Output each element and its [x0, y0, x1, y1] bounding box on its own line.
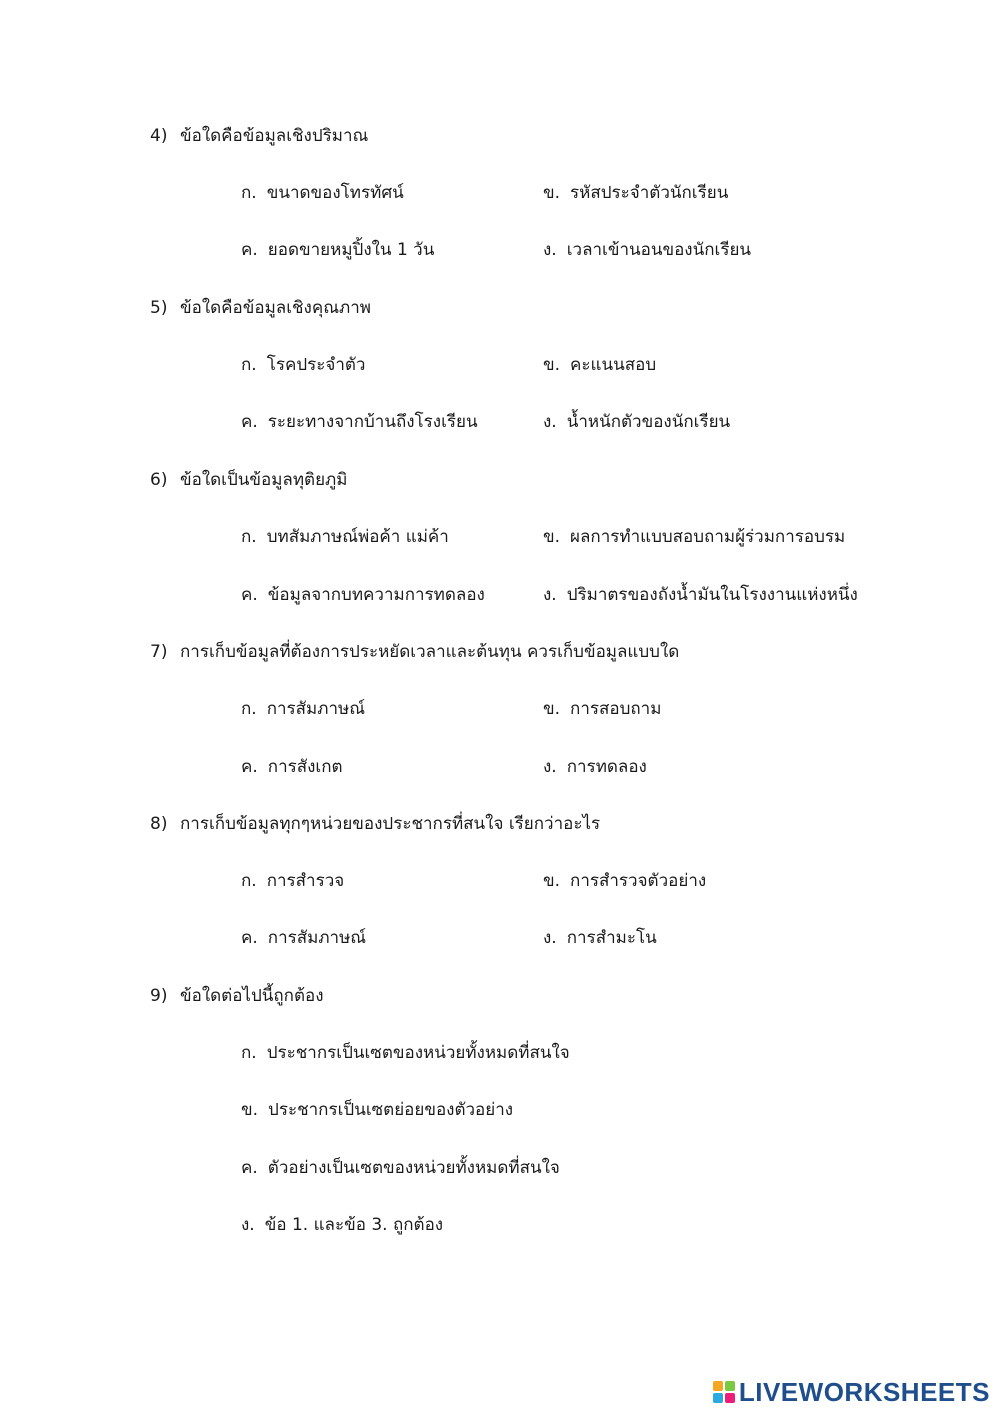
- question-number: 5): [150, 298, 168, 318]
- option-letter: ง.: [543, 928, 557, 948]
- q5-option-b: [543, 353, 656, 377]
- q6-option-a: [241, 525, 449, 549]
- option-letter: ค.: [241, 1158, 258, 1178]
- option-text: การสัมภาษณ์: [266, 699, 365, 719]
- q6-option-b: [543, 525, 845, 549]
- question-number: 6): [150, 470, 168, 490]
- question-number: 8): [150, 814, 168, 834]
- option-letter: ง.: [241, 1215, 255, 1235]
- question-6: [150, 468, 347, 492]
- q8-option-b: [543, 869, 706, 893]
- option-text: ข้อมูลจากบทความการทดลอง: [267, 585, 485, 605]
- question-text: ข้อใดต่อไปนี้ถูกต้อง: [180, 986, 324, 1006]
- option-text: น้ำหนักตัวของนักเรียน: [566, 412, 731, 432]
- option-text: การสังเกต: [267, 757, 343, 777]
- option-text: การสัมภาษณ์: [267, 928, 367, 948]
- q8-option-a: [241, 869, 344, 893]
- q7-option-b: [543, 697, 661, 721]
- option-text: การสำรวจตัวอย่าง: [570, 871, 707, 891]
- q7-option-d: [543, 755, 647, 779]
- option-text: ยอดขายหมูปิ้งใน 1 วัน: [267, 240, 435, 260]
- q6-option-c: [241, 583, 485, 607]
- option-text: เวลาเข้านอนของนักเรียน: [566, 240, 752, 260]
- option-text: การทดลอง: [566, 757, 647, 777]
- option-letter: ก.: [241, 355, 257, 375]
- q8-option-c: [241, 926, 366, 950]
- logo-mark-icon: [713, 1381, 735, 1403]
- option-text: ปริมาตรของถังน้ำมันในโรงงานแห่งหนึ่ง: [566, 585, 858, 605]
- option-text: ข้อ 1. และข้อ 3. ถูกต้อง: [264, 1215, 444, 1235]
- option-letter: ง.: [543, 757, 557, 777]
- question-5: [150, 296, 371, 320]
- question-text: ข้อใดคือข้อมูลเชิงปริมาณ: [180, 126, 369, 146]
- q9-option-d: [241, 1213, 443, 1237]
- question-number: 7): [150, 642, 168, 662]
- option-letter: ง.: [543, 585, 557, 605]
- option-text: ประชากรเป็นเซตของหน่วยทั้งหมดที่สนใจ: [266, 1043, 570, 1063]
- logo-square: [725, 1381, 735, 1391]
- q9-option-a: [241, 1041, 570, 1065]
- logo-square: [713, 1393, 723, 1403]
- option-letter: ค.: [241, 240, 258, 260]
- option-text: ประชากรเป็นเซตย่อยของตัวอย่าง: [268, 1100, 514, 1120]
- option-letter: ก.: [241, 1043, 257, 1063]
- q6-option-d: [543, 583, 858, 607]
- option-letter: ง.: [543, 240, 557, 260]
- logo-square: [725, 1393, 735, 1403]
- q4-option-a: [241, 181, 404, 205]
- q4-option-d: [543, 238, 751, 262]
- question-9: [150, 984, 324, 1008]
- option-letter: ก.: [241, 871, 257, 891]
- q5-option-a: [241, 353, 365, 377]
- q8-option-d: [543, 926, 657, 950]
- q4-option-b: [543, 181, 728, 205]
- question-number: 4): [150, 126, 168, 146]
- question-7: [150, 640, 679, 664]
- option-letter: ค.: [241, 757, 258, 777]
- option-letter: ข.: [241, 1100, 259, 1120]
- q5-option-d: [543, 410, 730, 434]
- question-text: การเก็บข้อมูลทุกๆหน่วยของประชากรที่สนใจ เรียกว่าอะไร: [180, 814, 601, 834]
- option-text: โรคประจำตัว: [266, 355, 366, 375]
- option-letter: ค.: [241, 585, 258, 605]
- option-letter: ก.: [241, 527, 257, 547]
- option-letter: ข.: [543, 183, 561, 203]
- option-letter: ง.: [543, 412, 557, 432]
- option-letter: ข.: [543, 355, 561, 375]
- question-text: การเก็บข้อมูลที่ต้องการประหยัดเวลาและต้นทุน ควรเก็บข้อมูลแบบใด: [180, 642, 680, 662]
- question-text: ข้อใดคือข้อมูลเชิงคุณภาพ: [180, 298, 371, 318]
- q9-option-c: [241, 1156, 560, 1180]
- option-text: คะแนนสอบ: [570, 355, 657, 375]
- logo-square: [713, 1381, 723, 1391]
- option-letter: ค.: [241, 928, 258, 948]
- option-letter: ข.: [543, 527, 561, 547]
- option-text: ระยะทางจากบ้านถึงโรงเรียน: [267, 412, 478, 432]
- logo-text: LIVEWORKSHEETS: [738, 1376, 990, 1407]
- question-number: 9): [150, 986, 168, 1006]
- option-text: ผลการทำแบบสอบถามผู้ร่วมการอบรม: [570, 527, 846, 547]
- q7-option-a: [241, 697, 365, 721]
- option-letter: ก.: [241, 699, 257, 719]
- option-text: ตัวอย่างเป็นเซตของหน่วยทั้งหมดที่สนใจ: [267, 1158, 560, 1178]
- option-text: ขนาดของโทรทัศน์: [266, 183, 404, 203]
- option-letter: ข.: [543, 871, 561, 891]
- option-letter: ข.: [543, 699, 561, 719]
- option-text: การสำมะโน: [566, 928, 657, 948]
- q9-option-b: [241, 1098, 513, 1122]
- question-4: [150, 124, 368, 148]
- option-text: บทสัมภาษณ์พ่อค้า แม่ค้า: [266, 527, 449, 547]
- option-text: การสำรวจ: [266, 871, 345, 891]
- question-8: [150, 812, 600, 836]
- q5-option-c: [241, 410, 478, 434]
- option-text: รหัสประจำตัวนักเรียน: [570, 183, 729, 203]
- q4-option-c: [241, 238, 434, 262]
- option-letter: ก.: [241, 183, 257, 203]
- question-text: ข้อใดเป็นข้อมูลทุติยภูมิ: [180, 470, 348, 490]
- q7-option-c: [241, 755, 343, 779]
- option-letter: ค.: [241, 412, 258, 432]
- liveworksheets-logo: [713, 1376, 990, 1407]
- option-text: การสอบถาม: [570, 699, 662, 719]
